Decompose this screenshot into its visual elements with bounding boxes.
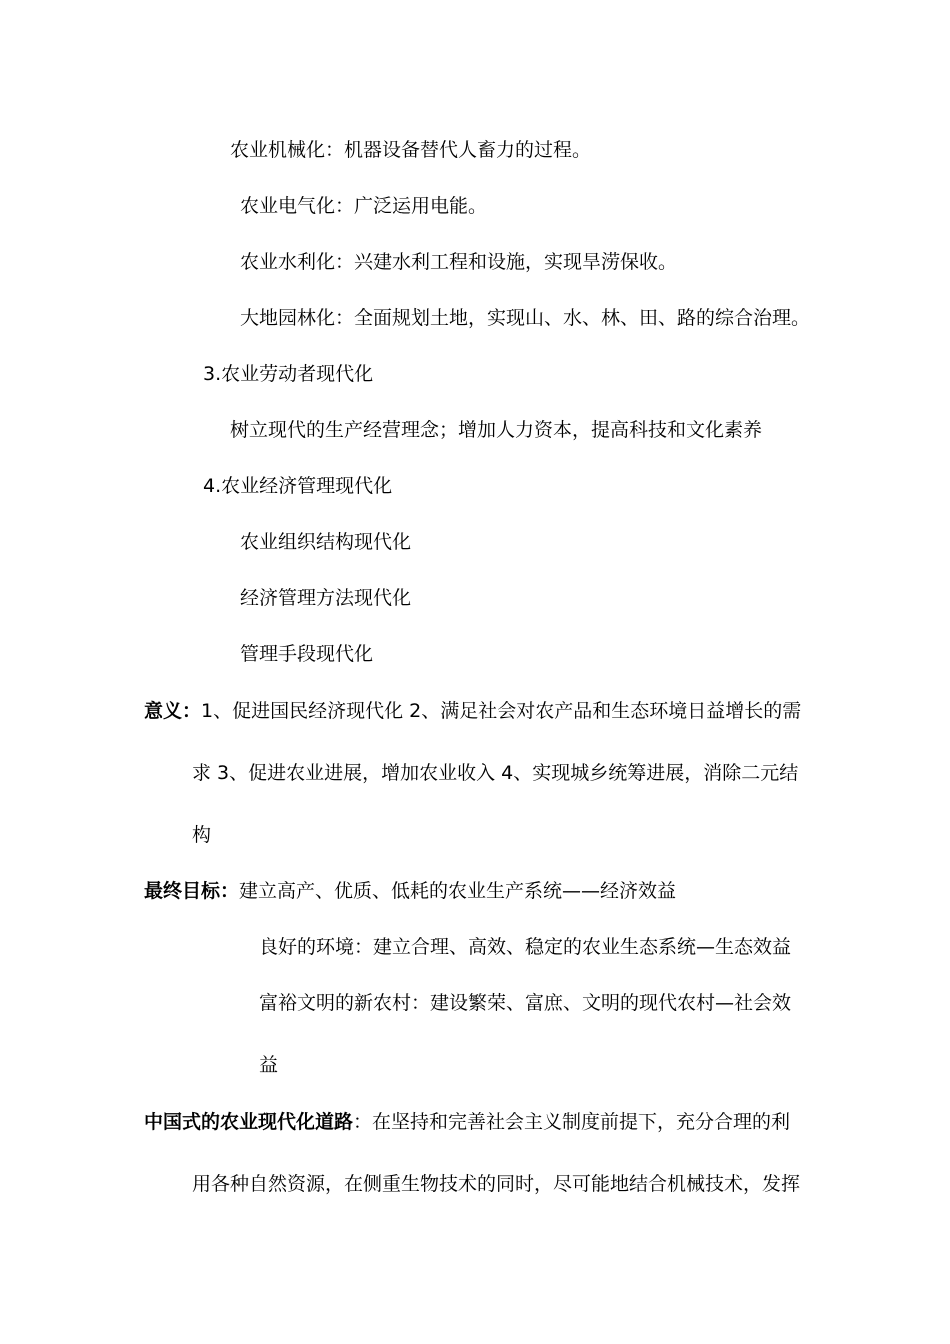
land-gardening-line: 大地园林化：全面规划土地，实现山、水、林、田、路的综合治理。 [240,307,811,329]
significance-line-3: 构 [192,824,212,846]
goal-line-2: 良好的环境：建立合理、高效、稳定的农业生态系统—生态效益 [259,936,792,958]
road-line-1 [144,1110,790,1134]
mechanization-line: 农业机械化：机器设备替代人畜力的过程。 [230,139,592,161]
road-line-2: 用各种自然资源，在侧重生物技术的同时，尽可能地结合机械技术，发挥 [192,1173,801,1195]
road-text-1: ：在坚持和完善社会主义制度前提下，充分合理的利 [353,1111,791,1133]
road-label: 中国式的农业现代化道路 [144,1111,354,1133]
goal-line-4: 益 [259,1054,279,1076]
goal-line-3: 富裕文明的新农村：建设繁荣、富庶、文明的现代农村—社会效 [259,992,792,1014]
management-item-2: 经济管理方法现代化 [240,587,412,609]
significance-text-1: 1、促进国民经济现代化 2、满足社会对农产品和生态环境日益增长的需 [201,700,802,722]
significance-label: 意义： [144,700,202,722]
electrification-line: 农业电气化：广泛运用电能。 [240,195,488,217]
goal-text-1: 建立高产、优质、低耗的农业生产系统——经济效益 [239,880,677,902]
significance-line-2: 求 3、促进农业进展，增加农业收入 4、实现城乡统筹进展，消除二元结 [192,762,799,784]
water-conservancy-line: 农业水利化：兴建水利工程和设施，实现旱涝保收。 [240,251,678,273]
goal-line-1 [144,879,676,903]
goal-label: 最终目标： [144,880,240,902]
labor-body: 树立现代的生产经营理念；增加人力资本，提高科技和文化素养 [230,419,763,441]
management-item-3: 管理手段现代化 [240,643,374,665]
significance-line-1 [144,699,801,723]
management-item-1: 农业组织结构现代化 [240,531,412,553]
labor-heading: 3.农业劳动者现代化 [203,363,374,385]
management-heading: 4.农业经济管理现代化 [203,475,393,497]
